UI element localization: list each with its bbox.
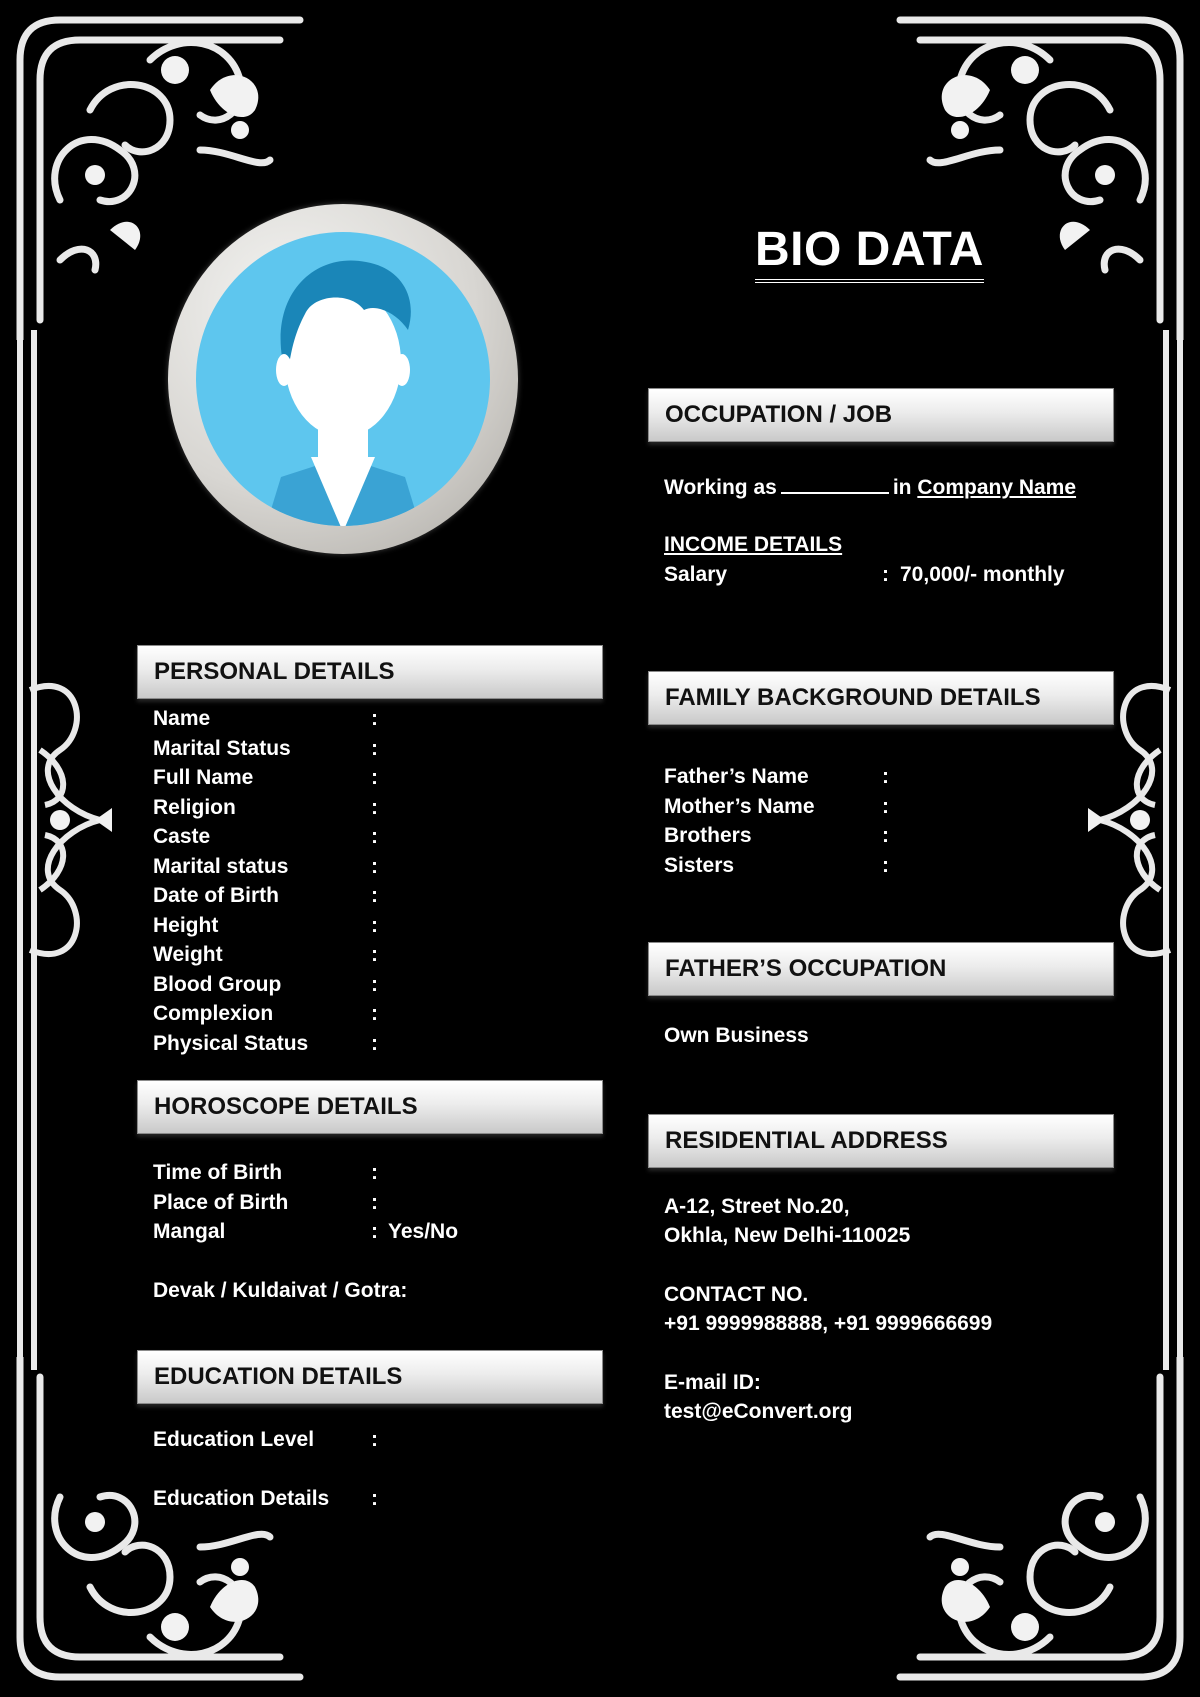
email-label: E-mail ID: xyxy=(664,1371,761,1394)
field-row xyxy=(153,1002,573,1028)
section-header-personal xyxy=(137,645,603,699)
section-title: EDUCATION DETAILS xyxy=(154,1363,403,1390)
section-header-family xyxy=(648,671,1114,725)
field-label: Brothers xyxy=(664,824,752,847)
colon: : xyxy=(371,884,378,907)
section-title: PERSONAL DETAILS xyxy=(154,658,395,685)
colon: : xyxy=(882,563,889,586)
section-title: HOROSCOPE DETAILS xyxy=(154,1093,418,1120)
colon: : xyxy=(882,824,889,847)
section-title: RESIDENTIAL ADDRESS xyxy=(665,1127,948,1154)
working-as-label: Working as xyxy=(664,476,777,499)
colon: : xyxy=(371,825,378,848)
field-label: Height xyxy=(153,913,219,937)
field-row xyxy=(664,824,1084,850)
avatar xyxy=(196,232,490,526)
colon: : xyxy=(882,794,889,818)
occupation-line xyxy=(664,474,1076,500)
mangal-field xyxy=(153,1220,573,1246)
place-of-birth-field xyxy=(153,1191,573,1217)
field-label: Sisters xyxy=(664,853,735,877)
field-label: Religion xyxy=(153,795,236,819)
colon: : xyxy=(371,795,378,819)
colon: : xyxy=(371,1191,378,1214)
field-label: Weight xyxy=(153,943,223,966)
field-label: Marital status xyxy=(153,854,289,878)
field-row xyxy=(153,1032,573,1058)
fathers-occupation-value: Own Business xyxy=(664,1024,809,1047)
field-row xyxy=(664,765,1084,791)
section-header-education xyxy=(137,1350,603,1404)
colon: : xyxy=(371,1031,378,1055)
section-title: OCCUPATION / JOB xyxy=(665,401,893,428)
field-label: Complexion xyxy=(153,1002,274,1025)
colon: : xyxy=(371,1220,378,1243)
section-title: FATHER’S OCCUPATION xyxy=(665,955,947,982)
field-label: Place of Birth xyxy=(153,1191,289,1214)
section-header-residential xyxy=(648,1114,1114,1168)
field-label: Mother’s Name xyxy=(664,794,815,818)
field-row xyxy=(153,825,573,851)
colon: : xyxy=(371,972,378,996)
person-avatar-icon xyxy=(196,232,490,526)
contact-label: CONTACT NO. xyxy=(664,1283,809,1306)
address-line-1: A-12, Street No.20, xyxy=(664,1195,850,1218)
corner-ornament-top-right xyxy=(890,0,1200,340)
field-label: Mangal xyxy=(153,1220,226,1243)
page-title: BIO DATA xyxy=(755,222,984,283)
field-label: Physical Status xyxy=(153,1031,309,1055)
field-label: Education Level xyxy=(153,1428,315,1451)
salary-field xyxy=(664,563,1104,589)
field-row xyxy=(153,855,573,881)
field-label: Blood Group xyxy=(153,972,282,996)
contact-value: +91 9999988888, +91 9999666699 xyxy=(664,1312,993,1335)
colon: : xyxy=(371,913,378,937)
field-row xyxy=(153,943,573,969)
address-line-2: Okhla, New Delhi-110025 xyxy=(664,1224,911,1247)
section-header-occupation xyxy=(648,388,1114,442)
colon: : xyxy=(371,766,378,789)
colon: : xyxy=(371,1428,378,1451)
field-label: Time of Birth xyxy=(153,1161,283,1184)
field-row xyxy=(153,766,573,792)
colon: : xyxy=(882,853,889,877)
field-label: Name xyxy=(153,707,211,730)
field-row xyxy=(153,707,573,733)
field-label: Full Name xyxy=(153,766,254,789)
salary-label: Salary xyxy=(664,563,728,586)
field-row xyxy=(664,854,1084,880)
colon: : xyxy=(371,854,378,878)
email-value: test@eConvert.org xyxy=(664,1400,853,1423)
corner-ornament-bottom-right xyxy=(890,1357,1200,1697)
time-of-birth-field xyxy=(153,1161,573,1187)
field-label: Education Details xyxy=(153,1487,330,1510)
field-row xyxy=(664,795,1084,821)
in-label: in xyxy=(892,476,912,499)
field-row xyxy=(153,737,573,763)
field-row xyxy=(153,796,573,822)
colon: : xyxy=(371,736,378,760)
colon: : xyxy=(371,943,378,966)
field-label: Date of Birth xyxy=(153,884,279,907)
section-header-fathers-occupation xyxy=(648,942,1114,996)
field-label: Father’s Name xyxy=(664,765,809,788)
colon: : xyxy=(371,1161,378,1184)
colon: : xyxy=(371,1002,378,1025)
gotra-label: Devak / Kuldaivat / Gotra: xyxy=(153,1279,408,1302)
income-heading: INCOME DETAILS xyxy=(664,533,843,556)
profile-photo-frame xyxy=(168,204,518,554)
field-row xyxy=(153,884,573,910)
mangal-value: Yes/No xyxy=(388,1220,459,1243)
field-label: Caste xyxy=(153,825,211,848)
colon: : xyxy=(882,765,889,788)
colon: : xyxy=(371,1487,378,1510)
corner-ornament-bottom-left xyxy=(0,1357,310,1697)
colon: : xyxy=(371,707,378,730)
field-label: Marital Status xyxy=(153,736,291,760)
salary-value: 70,000/- monthly xyxy=(900,563,1065,586)
section-header-horoscope xyxy=(137,1080,603,1134)
education-level-field xyxy=(153,1428,573,1454)
side-ornament-right xyxy=(1080,330,1200,1370)
job-title-blank xyxy=(781,474,889,494)
education-details-field xyxy=(153,1487,573,1513)
side-ornament-left xyxy=(0,330,120,1370)
section-title: FAMILY BACKGROUND DETAILS xyxy=(665,684,1041,711)
field-row xyxy=(153,914,573,940)
field-row xyxy=(153,973,573,999)
company-name: Company Name xyxy=(917,476,1077,499)
